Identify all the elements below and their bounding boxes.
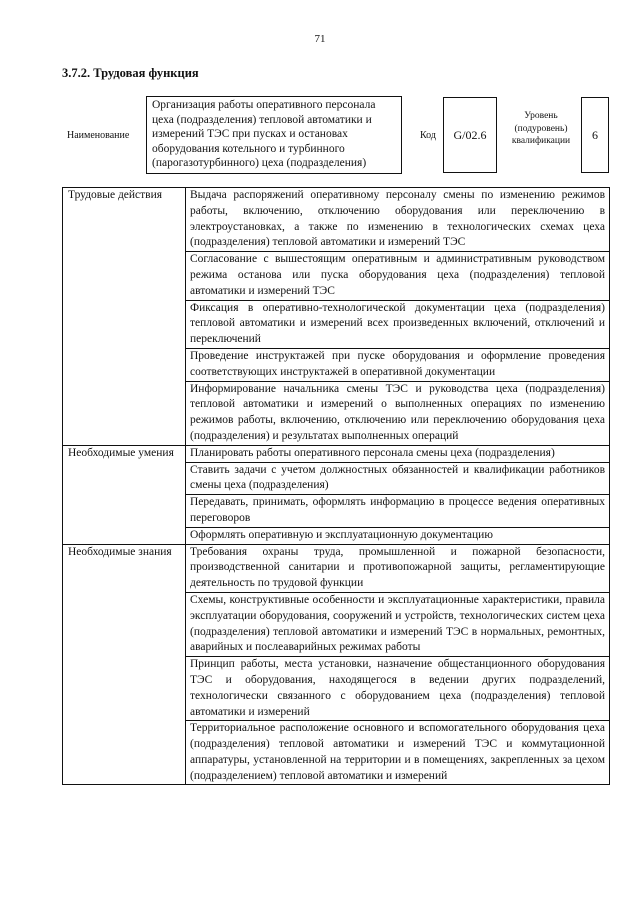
qualification-level-label: Уровень (подуровень) квалификации (511, 111, 571, 146)
table-cell: Ставить задачи с учетом должностных обязанностей и квалификации работников смены цеха (подразделения) (186, 462, 610, 495)
table-cell: Выдача распоряжений оперативному персоналу смены по изменению режимов работы, включению, отключению оборудования или переключению в электроустановках, а также по изменению в технологических схемах цеха (подразделения) тепловой автоматики и измерений ТЭС (186, 188, 610, 252)
table-row (63, 544, 610, 592)
table-row (63, 188, 610, 252)
code-label: Код (420, 130, 436, 141)
table-cell: Передавать, принимать, оформлять информацию в процессе ведения оперативных переговоров (186, 495, 610, 528)
table-cell: Территориальное расположение основного и вспомогательного оборудования цеха (подразделения) тепловой автоматики и измерений ТЭС и коммутационной аппаратуры, установленной на территории и в помещениях, закрепленных за цехом (подразделением) тепловой автоматики и измерений (186, 721, 610, 785)
table-cell: Фиксация в оперативно-технологической документации цеха (подразделения) тепловой автоматики и измерений всех произведенных включений, отключений и переключений (186, 300, 610, 348)
category-cell: Трудовые действия (63, 188, 186, 446)
labor-function-table (62, 187, 610, 785)
section-title: 3.7.2. Трудовая функция (62, 66, 199, 80)
table-cell: Требования охраны труда, промышленной и пожарной безопасности, производственной санитарии и противопожарной защиты, регламентирующие деятельность по трудовой функции (186, 544, 610, 592)
code-value: G/02.6 (443, 97, 497, 173)
table-row (63, 445, 610, 462)
table-cell: Согласование с вышестоящим оперативным и административным руководством режима останова или пуска оборудования цеха (подразделения) тепловой автоматики и измерений ТЭС (186, 252, 610, 300)
table-cell: Оформлять оперативную и эксплуатационную документацию (186, 527, 610, 544)
table-cell: Информирование начальника смены ТЭС и руководства цеха (подразделения) тепловой автоматики и измерений о выполненных операциях по изменению режимов работы, включению, отключению или переключению оборудования цеха (подразделения) и результатах выполненных операций (186, 381, 610, 445)
page-number: 71 (314, 33, 326, 45)
table-cell: Схемы, конструктивные особенности и эксплуатационные характеристики, правила эксплуатации оборудования, сооружений и устройств, технологических систем цеха (подразделения) тепловой автоматики и измерений ТЭС в нормальных, ремонтных, аварийных и послеаварийных режимах работы (186, 592, 610, 656)
category-cell: Необходимые знания (63, 544, 186, 785)
function-name-box: Организация работы оперативного персонала цеха (подразделения) тепловой автоматики и измерений ТЭС при пусках и остановах оборудования котельного и турбинного (парогазотурбинного) цеха (подразделения) (146, 96, 402, 174)
qualification-level-value: 6 (581, 97, 609, 173)
table-cell: Проведение инструктажей при пуске оборудования и оформление проведения соответствующих инструктажей в оперативной документации (186, 348, 610, 381)
category-cell: Необходимые умения (63, 445, 186, 544)
table-cell: Планировать работы оперативного персонала смены цеха (подразделения) (186, 445, 610, 462)
table-cell: Принцип работы, места установки, назначение общестанционного оборудования ТЭС и оборудования, находящегося в ведении других подразделений, технологически связанного с оборудованием цеха (подразделения) тепловой автоматики и измерений (186, 657, 610, 721)
name-label: Наименование (67, 130, 130, 141)
